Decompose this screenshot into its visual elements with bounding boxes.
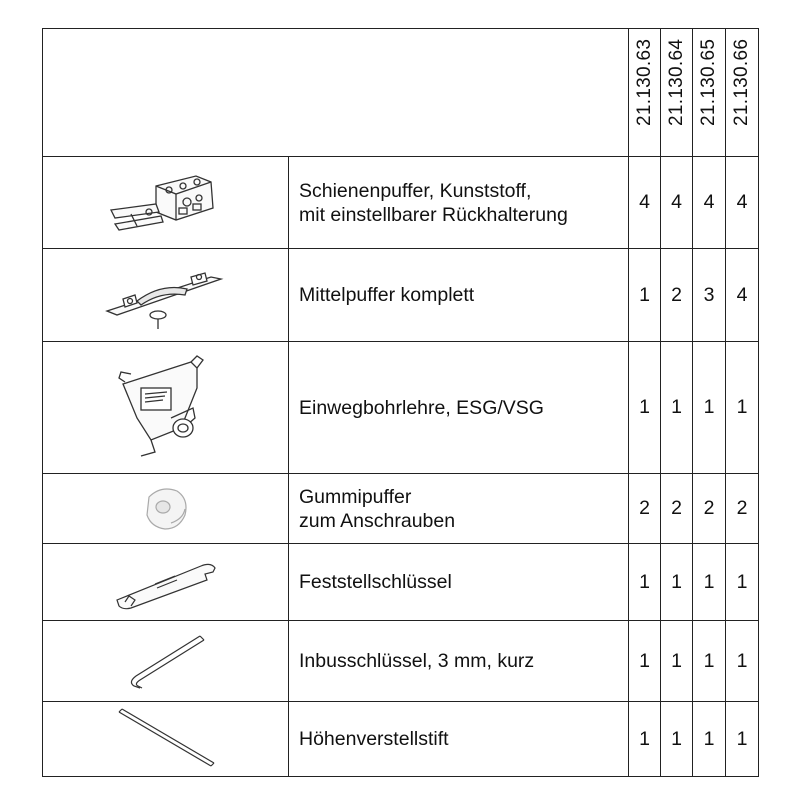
header-row [43, 29, 759, 157]
parts-table [42, 28, 759, 777]
qty-cell: 1 [726, 544, 759, 621]
qty-cell: 2 [726, 474, 759, 544]
header-blank-cell [43, 29, 629, 157]
qty-cell: 1 [693, 342, 726, 474]
qty-cell: 1 [726, 702, 759, 777]
row-description-line: Gummipuffer [299, 485, 412, 508]
table-row [43, 249, 759, 342]
table-row [43, 544, 759, 621]
qty-cell: 2 [693, 474, 726, 544]
article-number: 21.130.65 [698, 38, 719, 126]
height-adjust-pin-icon [111, 704, 221, 774]
allen-key-icon [116, 628, 216, 694]
table-row [43, 157, 759, 249]
drilling-template-icon [111, 348, 221, 468]
article-number: 21.130.66 [731, 38, 752, 126]
table-row [43, 621, 759, 702]
center-buffer-icon [101, 255, 231, 335]
qty-cell: 2 [661, 474, 693, 544]
qty-cell: 4 [726, 249, 759, 342]
qty-cell: 1 [629, 342, 661, 474]
row-description-line: zum Anschrauben [299, 509, 456, 532]
row-description-line: Inbusschlüssel, 3 mm, kurz [299, 650, 535, 672]
locking-key-icon [111, 552, 221, 612]
qty-cell: 1 [693, 544, 726, 621]
qty-cell: 1 [661, 544, 693, 621]
qty-cell: 4 [661, 157, 693, 249]
row-description-line: Feststellschlüssel [299, 571, 452, 593]
qty-cell: 1 [661, 702, 693, 777]
qty-cell: 2 [661, 249, 693, 342]
table-row [43, 342, 759, 474]
qty-cell: 1 [726, 342, 759, 474]
article-number: 21.130.63 [633, 38, 655, 126]
row-description-line: Mittelpuffer komplett [299, 284, 475, 306]
table-row [43, 474, 759, 544]
qty-cell: 4 [726, 157, 759, 249]
row-description-line: Höhenverstellstift [299, 728, 449, 750]
row-description-line: Einwegbohrlehre, ESG/VSG [299, 396, 544, 419]
qty-cell: 1 [693, 621, 726, 702]
table-row [43, 702, 759, 777]
qty-cell: 1 [629, 249, 661, 342]
qty-cell: 1 [661, 621, 693, 702]
qty-cell: 1 [661, 342, 693, 474]
row-description-line: Schienenpuffer, Kunststoff, [299, 179, 532, 202]
rubber-buffer-icon [131, 479, 201, 539]
article-number: 21.130.64 [665, 38, 687, 126]
qty-cell: 1 [726, 621, 759, 702]
qty-cell: 4 [629, 157, 661, 249]
qty-cell: 1 [693, 702, 726, 777]
qty-cell: 1 [629, 544, 661, 621]
qty-cell: 4 [693, 157, 726, 249]
qty-cell: 1 [629, 621, 661, 702]
qty-cell: 2 [629, 474, 661, 544]
qty-cell: 1 [629, 702, 661, 777]
rail-buffer-icon [101, 168, 231, 238]
row-description-line: mit einstellbarer Rückhalterung [299, 203, 568, 226]
qty-cell: 3 [693, 249, 726, 342]
